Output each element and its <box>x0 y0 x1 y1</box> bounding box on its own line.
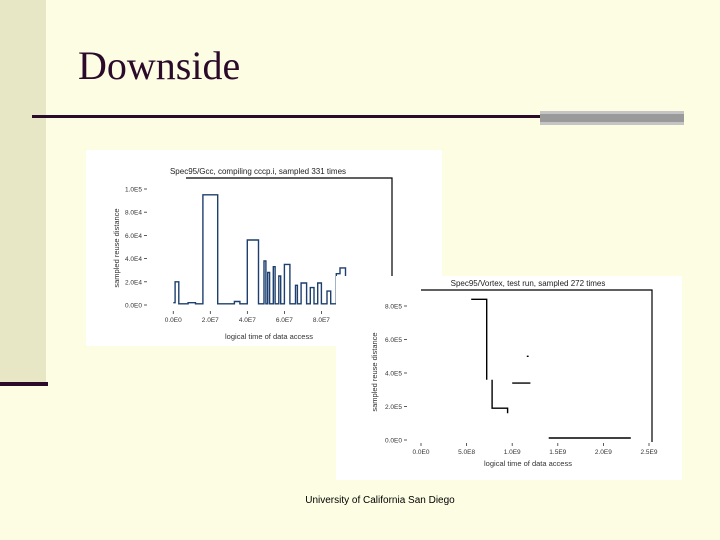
chart-title: Spec95/Vortex, test run, sampled 272 times <box>450 279 606 288</box>
chart-title: Spec95/Gcc, compiling cccp.i, sampled 331 times <box>169 167 347 176</box>
x-tick-label: 5.0E8 <box>458 449 476 456</box>
vortex-chart <box>336 276 682 480</box>
x-axis-label: logical time of data access <box>225 332 313 341</box>
x-tick-label: 2.0E9 <box>594 449 612 456</box>
series-line <box>471 299 487 379</box>
left-accent-band <box>0 0 46 382</box>
x-tick-label: 1.0E9 <box>503 449 521 456</box>
series-line <box>173 195 345 304</box>
footer-text: University of California San Diego <box>305 495 455 506</box>
y-tick-label: 8.0E5 <box>385 303 402 311</box>
x-tick-label: 0.0E0 <box>164 317 182 324</box>
x-axis-label: logical time of data access <box>484 459 572 468</box>
y-tick-label: 8.0E4 <box>125 209 142 217</box>
y-tick-label: 2.0E5 <box>385 404 402 411</box>
x-tick-label: 1.5E9 <box>549 449 567 456</box>
slide-title: Downside <box>78 43 241 88</box>
y-tick-label: 1.0E5 <box>125 186 142 194</box>
y-tick-label: 0.0E0 <box>385 437 402 445</box>
x-tick-label: 6.0E7 <box>275 317 293 324</box>
vortex-chart-svg <box>336 276 682 480</box>
series-line <box>492 380 508 414</box>
y-tick-label: 4.0E5 <box>385 370 402 378</box>
title-divider-accent <box>540 111 684 125</box>
y-axis-label: sampled reuse distance <box>370 332 379 412</box>
y-tick-label: 0.0E0 <box>125 302 142 310</box>
x-tick-label: 2.0E7 <box>201 317 219 324</box>
title-divider <box>32 115 542 118</box>
left-accent-edge <box>0 382 48 386</box>
x-tick-label: 0.0E0 <box>412 449 430 456</box>
y-tick-label: 4.0E4 <box>125 256 142 264</box>
y-tick-label: 6.0E4 <box>125 232 142 240</box>
x-tick-label: 8.0E7 <box>312 317 330 324</box>
plot-frame <box>421 290 652 442</box>
y-tick-label: 6.0E5 <box>385 337 402 344</box>
x-tick-label: 2.5E9 <box>640 449 658 456</box>
y-tick-label: 2.0E4 <box>125 279 142 287</box>
y-axis-label: sampled reuse distance <box>112 208 121 288</box>
x-tick-label: 4.0E7 <box>238 317 256 324</box>
